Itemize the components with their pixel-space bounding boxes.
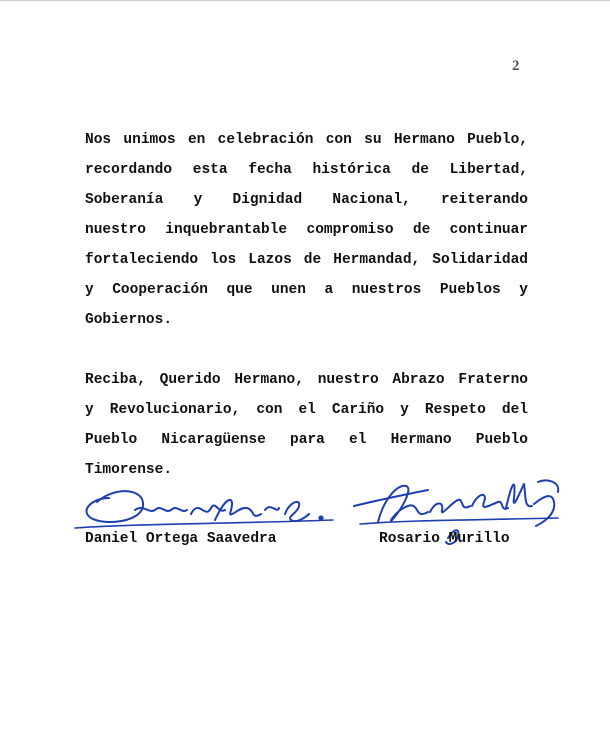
signatory-name-2: Rosario Murillo xyxy=(379,531,510,547)
paragraph-line: Reciba, Querido Hermano, nuestro Abrazo Fraterno xyxy=(85,372,528,388)
paragraph-line: y Revolucionario, con el Cariño y Respeto del xyxy=(85,402,528,418)
paragraph-line: nuestro inquebrantable compromiso de continuar xyxy=(85,222,528,238)
paragraph-line: Gobiernos. xyxy=(85,312,173,328)
paragraph-line: recordando esta fecha histórica de Libertad, xyxy=(85,162,528,178)
page-number: 2 xyxy=(512,58,520,74)
paragraph-line: Soberanía y Dignidad Nacional, reiterando xyxy=(85,192,528,208)
paragraph-line: fortaleciendo los Lazos de Hermandad, Solidaridad xyxy=(85,252,528,268)
page-top-border xyxy=(0,0,610,1)
paragraph-line: Timorense. xyxy=(85,462,173,478)
paragraph-line: y Cooperación que unen a nuestros Pueblos y xyxy=(85,282,528,298)
paragraph-line: Nos unimos en celebración con su Hermano Pueblo, xyxy=(85,132,528,148)
paragraph-line: Pueblo Nicaragüense para el Hermano Pueblo xyxy=(85,432,528,448)
signatory-name-1: Daniel Ortega Saavedra xyxy=(85,531,277,547)
letter-paragraph-1 xyxy=(85,125,528,335)
